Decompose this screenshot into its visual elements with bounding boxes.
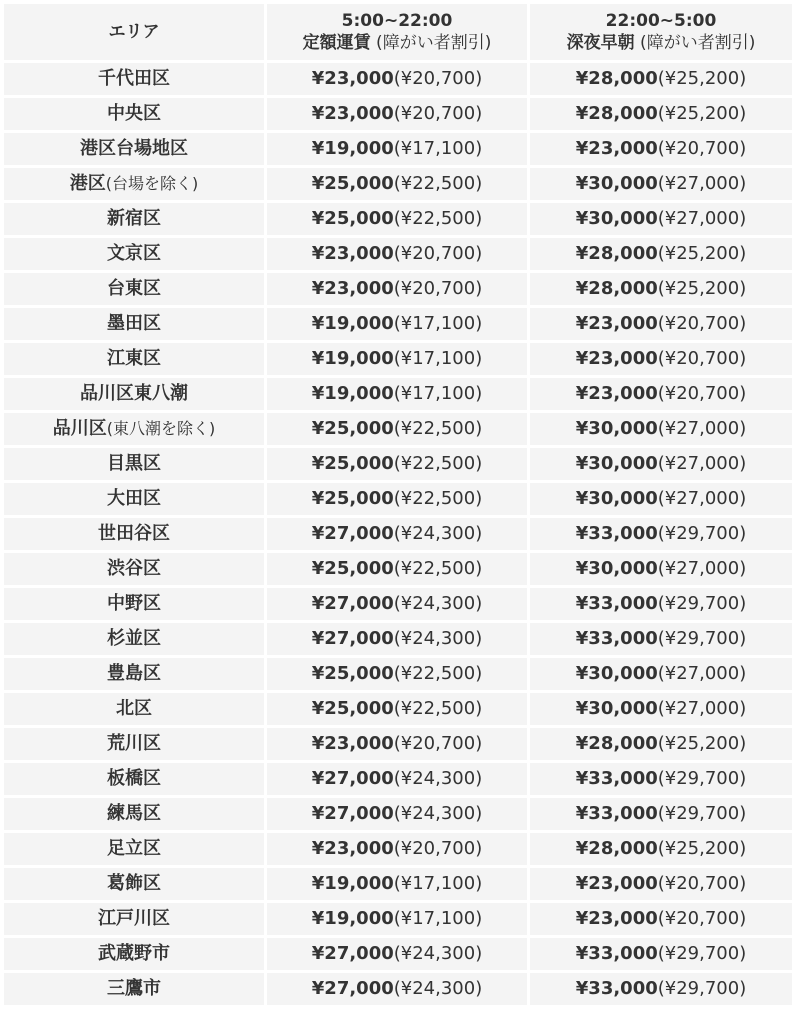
- table-row: [4, 658, 792, 690]
- day-fare-discount: (¥17,100): [393, 908, 483, 929]
- day-fare-discount: (¥24,300): [393, 523, 483, 544]
- day-fare-cell: [267, 63, 527, 95]
- day-fare-cell: [267, 413, 527, 445]
- night-fare-cell: [530, 238, 792, 270]
- day-fare-discount: (¥24,300): [393, 593, 483, 614]
- day-fare: ¥25,000: [311, 698, 394, 719]
- day-fare: ¥25,000: [311, 453, 394, 474]
- table-row: [4, 903, 792, 935]
- day-fare-cell: [267, 273, 527, 305]
- area-name: 千代田区: [98, 68, 170, 89]
- table-row: [4, 448, 792, 480]
- table-row: [4, 203, 792, 235]
- area-cell: [4, 693, 264, 725]
- day-fare-cell: [267, 378, 527, 410]
- day-fare-discount: (¥24,300): [393, 768, 483, 789]
- day-fare-discount: (¥24,300): [393, 628, 483, 649]
- day-fare-discount: (¥24,300): [393, 978, 483, 999]
- day-fare-discount: (¥17,100): [393, 313, 483, 334]
- night-fare-cell: [530, 763, 792, 795]
- night-fare: ¥30,000: [575, 663, 658, 684]
- night-fare-discount: (¥29,700): [657, 523, 747, 544]
- header-night-time: 22:00~5:00: [605, 11, 717, 31]
- area-name: 足立区: [107, 838, 161, 859]
- night-fare-cell: [530, 868, 792, 900]
- day-fare-cell: [267, 133, 527, 165]
- night-fare: ¥23,000: [575, 873, 658, 894]
- day-fare: ¥25,000: [311, 663, 394, 684]
- day-fare-discount: (¥17,100): [393, 138, 483, 159]
- night-fare-discount: (¥27,000): [657, 208, 747, 229]
- area-cell: [4, 553, 264, 585]
- area-cell: [4, 973, 264, 1005]
- day-fare: ¥23,000: [311, 68, 394, 89]
- day-fare-cell: [267, 868, 527, 900]
- day-fare-discount: (¥20,700): [393, 733, 483, 754]
- header-night-label: 深夜早朝: [566, 33, 635, 53]
- night-fare-cell: [530, 658, 792, 690]
- area-cell: [4, 728, 264, 760]
- area-cell: [4, 938, 264, 970]
- night-fare-cell: [530, 483, 792, 515]
- day-fare: ¥19,000: [311, 873, 394, 894]
- night-fare-discount: (¥20,700): [657, 348, 747, 369]
- day-fare-cell: [267, 728, 527, 760]
- night-fare-cell: [530, 728, 792, 760]
- night-fare-cell: [530, 203, 792, 235]
- day-fare: ¥23,000: [311, 103, 394, 124]
- day-fare: ¥25,000: [311, 488, 394, 509]
- day-fare-discount: (¥20,700): [393, 103, 483, 124]
- night-fare-cell: [530, 903, 792, 935]
- area-name: 目黒区: [107, 453, 161, 474]
- night-fare-cell: [530, 308, 792, 340]
- header-row: [4, 4, 792, 60]
- area-name: 江東区: [107, 348, 161, 369]
- day-fare: ¥27,000: [311, 628, 394, 649]
- area-name: 世田谷区: [98, 523, 170, 544]
- night-fare-cell: [530, 378, 792, 410]
- night-fare-discount: (¥20,700): [657, 313, 747, 334]
- day-fare: ¥23,000: [311, 243, 394, 264]
- area-cell: [4, 588, 264, 620]
- night-fare-discount: (¥27,000): [657, 663, 747, 684]
- header-day-time: 5:00~22:00: [341, 11, 453, 31]
- night-fare: ¥33,000: [575, 523, 658, 544]
- night-fare-discount: (¥27,000): [657, 558, 747, 579]
- night-fare: ¥33,000: [575, 628, 658, 649]
- area-name: 中央区: [107, 103, 161, 124]
- table-row: [4, 518, 792, 550]
- night-fare: ¥28,000: [575, 243, 658, 264]
- header-area-label: エリア: [108, 22, 160, 42]
- day-fare-discount: (¥24,300): [393, 803, 483, 824]
- night-fare-cell: [530, 448, 792, 480]
- day-fare: ¥19,000: [311, 313, 394, 334]
- day-fare-cell: [267, 938, 527, 970]
- table-row: [4, 238, 792, 270]
- table-row: [4, 413, 792, 445]
- day-fare-cell: [267, 238, 527, 270]
- day-fare: ¥19,000: [311, 908, 394, 929]
- area-name: 葛飾区: [107, 873, 161, 894]
- area-name: 武蔵野市: [98, 943, 170, 964]
- day-fare-discount: (¥20,700): [393, 278, 483, 299]
- day-fare: ¥27,000: [311, 943, 394, 964]
- area-note: (台場を除く): [105, 174, 199, 193]
- night-fare-cell: [530, 518, 792, 550]
- table-row: [4, 868, 792, 900]
- table-row: [4, 308, 792, 340]
- day-fare-discount: (¥20,700): [393, 243, 483, 264]
- night-fare-cell: [530, 798, 792, 830]
- day-fare-cell: [267, 448, 527, 480]
- header-area: [4, 4, 264, 60]
- night-fare: ¥23,000: [575, 908, 658, 929]
- day-fare: ¥27,000: [311, 978, 394, 999]
- night-fare: ¥33,000: [575, 978, 658, 999]
- header-night-note: (障がい者割引): [634, 33, 756, 53]
- area-name: 港区: [69, 173, 106, 194]
- day-fare-cell: [267, 658, 527, 690]
- night-fare: ¥28,000: [575, 733, 658, 754]
- table-row: [4, 168, 792, 200]
- area-cell: [4, 168, 264, 200]
- day-fare-cell: [267, 833, 527, 865]
- day-fare-cell: [267, 518, 527, 550]
- area-note: (東八潮を除く): [106, 419, 216, 438]
- area-cell: [4, 623, 264, 655]
- table-row: [4, 133, 792, 165]
- night-fare-cell: [530, 623, 792, 655]
- table-row: [4, 973, 792, 1005]
- area-name: 荒川区: [107, 733, 161, 754]
- fare-table-body: [4, 63, 792, 1005]
- night-fare: ¥23,000: [575, 348, 658, 369]
- area-name: 大田区: [107, 488, 161, 509]
- night-fare: ¥23,000: [575, 138, 658, 159]
- day-fare-cell: [267, 168, 527, 200]
- area-name: 墨田区: [107, 313, 161, 334]
- night-fare-discount: (¥25,200): [657, 103, 747, 124]
- area-cell: [4, 203, 264, 235]
- area-cell: [4, 763, 264, 795]
- day-fare-discount: (¥24,300): [393, 943, 483, 964]
- day-fare-cell: [267, 483, 527, 515]
- day-fare-discount: (¥22,500): [393, 418, 483, 439]
- day-fare-cell: [267, 623, 527, 655]
- day-fare-cell: [267, 553, 527, 585]
- night-fare-discount: (¥20,700): [657, 908, 747, 929]
- table-row: [4, 378, 792, 410]
- area-name: 渋谷区: [107, 558, 161, 579]
- day-fare-cell: [267, 798, 527, 830]
- area-name: 杉並区: [107, 628, 161, 649]
- day-fare: ¥27,000: [311, 523, 394, 544]
- night-fare-discount: (¥29,700): [657, 768, 747, 789]
- day-fare: ¥25,000: [311, 173, 394, 194]
- table-row: [4, 623, 792, 655]
- area-name: 港区台場地区: [80, 138, 188, 159]
- night-fare: ¥30,000: [575, 488, 658, 509]
- night-fare: ¥30,000: [575, 558, 658, 579]
- day-fare: ¥27,000: [311, 593, 394, 614]
- table-row: [4, 553, 792, 585]
- area-cell: [4, 798, 264, 830]
- night-fare-cell: [530, 588, 792, 620]
- day-fare-discount: (¥17,100): [393, 348, 483, 369]
- table-row: [4, 343, 792, 375]
- night-fare-discount: (¥27,000): [657, 698, 747, 719]
- area-cell: [4, 518, 264, 550]
- header-day-note: (障がい者割引): [370, 33, 492, 53]
- table-row: [4, 483, 792, 515]
- night-fare-cell: [530, 553, 792, 585]
- table-row: [4, 763, 792, 795]
- night-fare: ¥30,000: [575, 173, 658, 194]
- night-fare-discount: (¥25,200): [657, 68, 747, 89]
- area-name: 中野区: [107, 593, 161, 614]
- night-fare: ¥23,000: [575, 383, 658, 404]
- table-row: [4, 273, 792, 305]
- night-fare-discount: (¥29,700): [657, 943, 747, 964]
- area-cell: [4, 413, 264, 445]
- night-fare-discount: (¥25,200): [657, 733, 747, 754]
- fare-table-header: [4, 4, 792, 60]
- area-cell: [4, 448, 264, 480]
- night-fare-cell: [530, 273, 792, 305]
- header-day-fare: [267, 4, 527, 60]
- day-fare-cell: [267, 308, 527, 340]
- table-row: [4, 938, 792, 970]
- day-fare-discount: (¥20,700): [393, 68, 483, 89]
- day-fare-cell: [267, 973, 527, 1005]
- table-row: [4, 98, 792, 130]
- day-fare: ¥23,000: [311, 278, 394, 299]
- table-row: [4, 798, 792, 830]
- area-name: 豊島区: [107, 663, 161, 684]
- area-name: 品川区: [52, 418, 107, 439]
- night-fare: ¥28,000: [575, 68, 658, 89]
- area-cell: [4, 868, 264, 900]
- day-fare: ¥27,000: [311, 803, 394, 824]
- area-name: 三鷹市: [107, 978, 161, 999]
- night-fare-discount: (¥29,700): [657, 628, 747, 649]
- table-row: [4, 728, 792, 760]
- area-cell: [4, 133, 264, 165]
- area-cell: [4, 378, 264, 410]
- day-fare-discount: (¥20,700): [393, 838, 483, 859]
- night-fare-cell: [530, 938, 792, 970]
- night-fare-discount: (¥25,200): [657, 838, 747, 859]
- area-cell: [4, 308, 264, 340]
- night-fare: ¥28,000: [575, 103, 658, 124]
- day-fare-discount: (¥17,100): [393, 383, 483, 404]
- header-night-fare: [530, 4, 792, 60]
- night-fare: ¥28,000: [575, 838, 658, 859]
- night-fare: ¥30,000: [575, 698, 658, 719]
- area-name: 文京区: [107, 243, 161, 264]
- area-name: 北区: [116, 698, 152, 719]
- night-fare-cell: [530, 833, 792, 865]
- day-fare: ¥23,000: [311, 733, 394, 754]
- day-fare: ¥25,000: [311, 558, 394, 579]
- day-fare: ¥19,000: [311, 383, 394, 404]
- day-fare-cell: [267, 203, 527, 235]
- night-fare: ¥28,000: [575, 278, 658, 299]
- night-fare-discount: (¥27,000): [657, 453, 747, 474]
- night-fare-cell: [530, 98, 792, 130]
- table-row: [4, 63, 792, 95]
- area-name: 練馬区: [107, 803, 161, 824]
- day-fare: ¥27,000: [311, 768, 394, 789]
- header-day-label: 定額運賃: [302, 33, 371, 53]
- night-fare-cell: [530, 133, 792, 165]
- night-fare-cell: [530, 63, 792, 95]
- area-name: 品川区東八潮: [80, 383, 188, 404]
- night-fare-cell: [530, 413, 792, 445]
- day-fare-discount: (¥22,500): [393, 663, 483, 684]
- table-row: [4, 833, 792, 865]
- night-fare: ¥30,000: [575, 208, 658, 229]
- night-fare-discount: (¥29,700): [657, 803, 747, 824]
- day-fare: ¥19,000: [311, 348, 394, 369]
- night-fare: ¥33,000: [575, 768, 658, 789]
- area-name: 台東区: [107, 278, 161, 299]
- day-fare-cell: [267, 693, 527, 725]
- area-cell: [4, 273, 264, 305]
- night-fare: ¥33,000: [575, 943, 658, 964]
- area-cell: [4, 903, 264, 935]
- area-cell: [4, 658, 264, 690]
- night-fare-cell: [530, 343, 792, 375]
- area-name: 新宿区: [107, 208, 161, 229]
- area-cell: [4, 833, 264, 865]
- area-name: 江戸川区: [98, 908, 170, 929]
- night-fare: ¥30,000: [575, 453, 658, 474]
- area-cell: [4, 98, 264, 130]
- area-cell: [4, 63, 264, 95]
- day-fare-cell: [267, 763, 527, 795]
- day-fare: ¥23,000: [311, 838, 394, 859]
- day-fare-cell: [267, 903, 527, 935]
- night-fare: ¥33,000: [575, 593, 658, 614]
- night-fare: ¥30,000: [575, 418, 658, 439]
- night-fare-discount: (¥29,700): [657, 978, 747, 999]
- night-fare-discount: (¥20,700): [657, 138, 747, 159]
- night-fare-discount: (¥20,700): [657, 383, 747, 404]
- day-fare-discount: (¥22,500): [393, 488, 483, 509]
- day-fare: ¥25,000: [311, 208, 394, 229]
- night-fare-discount: (¥27,000): [657, 418, 747, 439]
- night-fare-cell: [530, 168, 792, 200]
- night-fare-discount: (¥27,000): [657, 173, 747, 194]
- day-fare-discount: (¥22,500): [393, 558, 483, 579]
- night-fare-discount: (¥20,700): [657, 873, 747, 894]
- night-fare: ¥23,000: [575, 313, 658, 334]
- night-fare-discount: (¥29,700): [657, 593, 747, 614]
- fare-table: [1, 1, 793, 1008]
- day-fare: ¥19,000: [311, 138, 394, 159]
- night-fare: ¥33,000: [575, 803, 658, 824]
- day-fare-discount: (¥22,500): [393, 453, 483, 474]
- night-fare-discount: (¥27,000): [657, 488, 747, 509]
- table-row: [4, 588, 792, 620]
- day-fare-discount: (¥22,500): [393, 208, 483, 229]
- night-fare-cell: [530, 693, 792, 725]
- day-fare-cell: [267, 343, 527, 375]
- night-fare-discount: (¥25,200): [657, 243, 747, 264]
- table-row: [4, 693, 792, 725]
- area-cell: [4, 238, 264, 270]
- area-cell: [4, 483, 264, 515]
- day-fare-cell: [267, 588, 527, 620]
- day-fare-discount: (¥17,100): [393, 873, 483, 894]
- area-name: 板橋区: [107, 768, 161, 789]
- night-fare-cell: [530, 973, 792, 1005]
- day-fare-discount: (¥22,500): [393, 698, 483, 719]
- area-cell: [4, 343, 264, 375]
- night-fare-discount: (¥25,200): [657, 278, 747, 299]
- day-fare: ¥25,000: [311, 418, 394, 439]
- day-fare-cell: [267, 98, 527, 130]
- day-fare-discount: (¥22,500): [393, 173, 483, 194]
